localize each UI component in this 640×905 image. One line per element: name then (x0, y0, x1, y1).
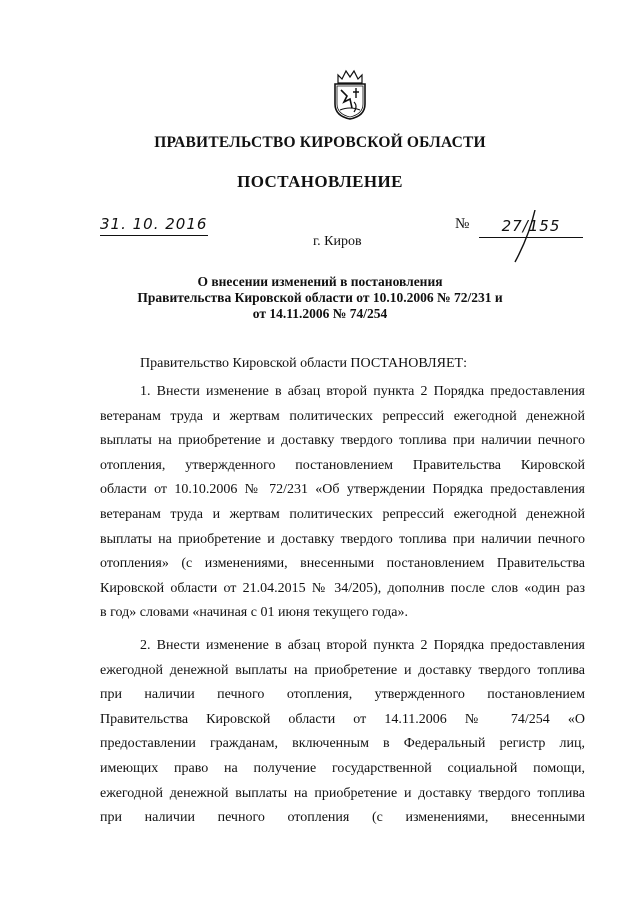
paragraph-line: отопления» (с изменениями, внесенными постановлением Правительства (100, 556, 585, 572)
paragraph-line: предоставлении гражданам, включенным в Федеральный регистр лиц, (100, 736, 585, 752)
subject-line: О внесении изменений в постановления (197, 274, 443, 289)
paragraph-line: выплаты на приобретение и доставку твердого топлива при наличии печного (100, 531, 585, 547)
paragraph-line: 1. Внести изменение в абзац второй пункта 2 Порядка предоставления (140, 384, 585, 399)
city: г. Киров (313, 234, 362, 249)
document-subject (0, 274, 640, 322)
paragraph-line: при наличии печного отопления (с изменениями, внесенными (100, 810, 585, 826)
document-number (455, 210, 585, 270)
paragraph-line: ежегодной денежной выплаты на приобретение и доставку твердого топлива (100, 662, 585, 678)
paragraph-line: в год» словами «начиная с 01 июня текущего года». (100, 605, 408, 621)
paragraph-line: 2. Внести изменение в абзац второй пункта 2 Порядка предоставления (140, 638, 585, 653)
document-type: ПОСТАНОВЛЕНИЕ (237, 172, 403, 191)
subject-line: Правительства Кировской области от 10.10.2006 № 72/231 и (137, 290, 503, 305)
paragraph-1 (100, 380, 585, 626)
paragraph-line: имеющих право на получение государственной социальной помощи, (100, 760, 585, 776)
paragraph-2 (100, 634, 585, 831)
number-value: 27/155 (479, 216, 583, 238)
paragraph-line: отопления, утвержденного постановлением Правительства Кировской (100, 457, 585, 473)
subject-line: от 14.11.2006 № 74/254 (252, 306, 388, 321)
paragraph-line: области от 10.10.2006 № 72/231 «Об утверждении Порядка предоставления (100, 482, 585, 498)
paragraph-line: ветеранам труда и жертвам политических репрессий ежегодной денежной (100, 408, 585, 424)
paragraph-line: выплаты на приобретение и доставку твердого топлива при наличии печного (100, 433, 585, 449)
paragraph-line: Кировской области от 21.04.2015 № 34/205), дополнив после слов «один раз (100, 580, 585, 596)
paragraph-line: ветеранам труда и жертвам политических репрессий ежегодной денежной (100, 506, 585, 522)
number-label: № (455, 216, 470, 232)
document-date: 31. 10. 2016 (100, 214, 208, 236)
government-title: ПРАВИТЕЛЬСТВО КИРОВСКОЙ ОБЛАСТИ (154, 134, 486, 151)
paragraph-line: при наличии печного отопления, утвержденного постановлением (100, 687, 585, 703)
handwritten-slash-icon (455, 210, 585, 270)
kirov-coat-of-arms-icon (330, 66, 370, 120)
coat-of-arms-icon (330, 66, 370, 120)
preamble: Правительство Кировской области ПОСТАНОВЛЯЕТ: (140, 356, 467, 371)
paragraph-line: Правительства Кировской области от 14.11.2006 № 74/254 «О (100, 711, 585, 727)
paragraph-line: ежегодной денежной выплаты на приобретение и доставку твердого топлива (100, 785, 585, 801)
